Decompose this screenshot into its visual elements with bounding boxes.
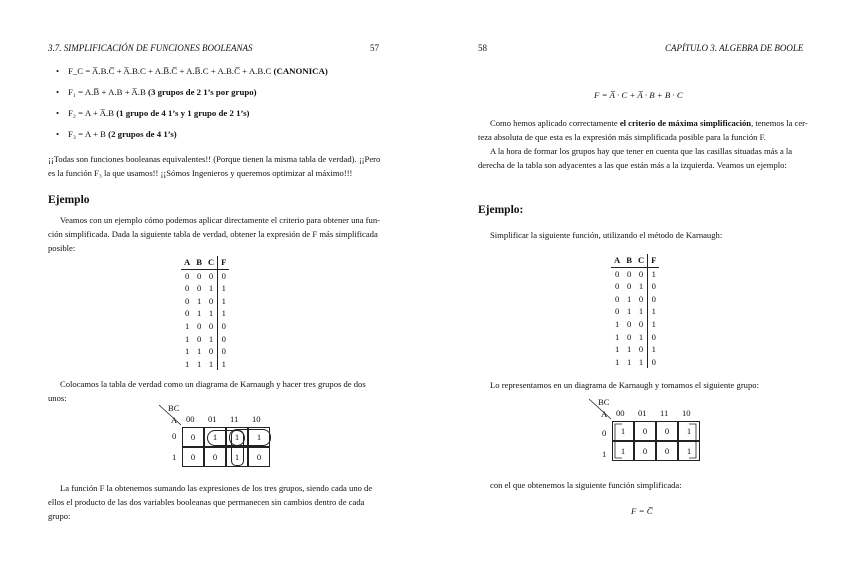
kmap-cell: 0 bbox=[204, 447, 226, 467]
table-row bbox=[181, 345, 229, 358]
table-cell: 1 bbox=[648, 267, 660, 280]
kmap-cell: 1 bbox=[612, 421, 634, 441]
table-cell: 1 bbox=[196, 308, 202, 319]
kmap-cell: 0 bbox=[248, 447, 270, 467]
table-header-cell: C bbox=[205, 256, 218, 269]
table-cell: 0 bbox=[184, 295, 190, 306]
table-cell: 1 bbox=[184, 320, 190, 331]
table-cell: 1 bbox=[638, 281, 644, 292]
kmap-corner-top: BC bbox=[168, 403, 180, 413]
table-cell: 0 bbox=[218, 269, 230, 282]
paragraph-line: teza absoluta de que esta es la expresión más simplificada posible para la función F. bbox=[478, 132, 766, 142]
kmap-corner-left: A bbox=[171, 415, 178, 425]
table-cell: 1 bbox=[626, 306, 632, 317]
kmap-row-label: 1 bbox=[602, 449, 607, 459]
kmap-row-label: 1 bbox=[172, 452, 177, 462]
kmap-cell: 1 bbox=[612, 441, 634, 461]
table-header-row bbox=[611, 254, 659, 267]
kmap-col-label: 00 bbox=[186, 414, 195, 424]
table-header-cell: C bbox=[635, 254, 648, 267]
table-header-cell: B bbox=[193, 256, 205, 269]
table-cell: 0 bbox=[208, 270, 214, 281]
text-span: Como hemos aplicado correctamente bbox=[490, 118, 620, 128]
table-row bbox=[611, 343, 659, 356]
table-cell: 0 bbox=[218, 345, 230, 358]
table-cell: 1 bbox=[208, 308, 214, 319]
table-cell: 1 bbox=[648, 343, 660, 356]
kmap-cell: 1 bbox=[248, 427, 270, 447]
formula-f2-note: (1 grupo de 4 1’s y 1 grupo de 2 1’s) bbox=[116, 108, 250, 118]
table-cell: 1 bbox=[196, 358, 202, 369]
table-row bbox=[611, 267, 659, 280]
table-cell: 1 bbox=[638, 306, 644, 317]
paragraph-line: A la hora de formar los grupos hay que tener en cuenta que las casillas situadas más a la bbox=[490, 146, 793, 156]
table-cell: 0 bbox=[184, 270, 190, 281]
table-row bbox=[611, 331, 659, 344]
table-cell: 1 bbox=[208, 358, 214, 369]
kmap-cell: 0 bbox=[656, 421, 678, 441]
paragraph-line: unos: bbox=[48, 393, 67, 403]
table-cell: 1 bbox=[648, 305, 660, 318]
formula-f1: F₁ = A.B̅ + A.B + A̅.B bbox=[68, 87, 146, 97]
table-cell: 0 bbox=[208, 295, 214, 306]
formula-f1-note: (3 grupos de 2 1’s por grupo) bbox=[148, 87, 257, 97]
table-cell: 0 bbox=[196, 333, 202, 344]
table-row bbox=[181, 282, 229, 295]
kmap-cell: 1 bbox=[678, 441, 700, 461]
formula-f2: F₂ = A + A̅.B bbox=[68, 108, 114, 118]
paragraph-line: Colocamos la tabla de verdad como un diagrama de Karnaugh y hacer tres grupos de dos bbox=[60, 379, 366, 389]
paragraph-line: ción simplificada. Dada la siguiente tabla de verdad, obtener la expresión de F más simplificada bbox=[48, 229, 378, 239]
paragraph-line: Lo representamos en un diagrama de Karnaugh y tomamos el siguiente grupo: bbox=[490, 380, 759, 390]
paragraph-line: posible: bbox=[48, 243, 76, 253]
paragraph-line: La función F la obtenemos sumando las expresiones de los tres grupos, siendo cada uno de bbox=[60, 483, 373, 493]
table-cell: 0 bbox=[208, 320, 214, 331]
table-row bbox=[611, 318, 659, 331]
formula-fc-note: (CANONICA) bbox=[273, 66, 328, 76]
table-header-row bbox=[181, 256, 229, 269]
kmap-col-label: 01 bbox=[638, 408, 647, 418]
table-header-cell: F bbox=[218, 256, 230, 269]
table-cell: 1 bbox=[614, 318, 620, 329]
table-cell: 0 bbox=[218, 333, 230, 346]
kmap-col-label: 11 bbox=[660, 408, 669, 418]
bullet-fc bbox=[68, 66, 328, 77]
bullet-f2 bbox=[68, 108, 249, 119]
table-cell: 1 bbox=[184, 346, 190, 357]
table-cell: 0 bbox=[184, 283, 190, 294]
kmap-corner-left: A bbox=[601, 409, 608, 419]
kmap-col-label: 10 bbox=[682, 408, 691, 418]
table-row bbox=[181, 358, 229, 371]
kmap-col-label: 11 bbox=[230, 414, 239, 424]
kmap-group-bracket bbox=[586, 397, 706, 463]
truth-table bbox=[181, 256, 229, 370]
table-cell: 1 bbox=[626, 356, 632, 367]
table-cell: 0 bbox=[614, 306, 620, 317]
table-cell: 1 bbox=[614, 344, 620, 355]
table-cell: 0 bbox=[648, 356, 660, 369]
kmap-cell: 0 bbox=[656, 441, 678, 461]
table-cell: 0 bbox=[614, 281, 620, 292]
table-cell: 0 bbox=[196, 270, 202, 281]
paragraph-line: es la función F₃ la que usamos!! ¡¡Sómos Ingenieros y queremos optimizar al máximo!!! bbox=[48, 168, 353, 178]
table-cell: 1 bbox=[626, 344, 632, 355]
table-cell: 1 bbox=[218, 282, 230, 295]
karnaugh-map bbox=[156, 403, 276, 469]
table-cell: 0 bbox=[648, 280, 660, 293]
kmap-row-label: 0 bbox=[172, 431, 177, 441]
table-row bbox=[181, 295, 229, 308]
kmap-col-label: 01 bbox=[208, 414, 217, 424]
table-cell: 1 bbox=[614, 356, 620, 367]
table-cell: 0 bbox=[626, 331, 632, 342]
page-header: 3.7. SIMPLIFICACIÓN DE FUNCIONES BOOLEANAS bbox=[48, 43, 253, 53]
table-cell: 0 bbox=[626, 268, 632, 279]
kmap-cell: 0 bbox=[634, 421, 656, 441]
kmap-row-label: 0 bbox=[602, 428, 607, 438]
bullet-f3 bbox=[68, 129, 177, 140]
page-header: CAPÍTULO 3. ALGEBRA DE BOOLE bbox=[665, 43, 804, 53]
kmap-cell: 1 bbox=[204, 427, 226, 447]
table-cell: 0 bbox=[638, 318, 644, 329]
table-cell: 1 bbox=[648, 318, 660, 331]
table-header-cell: A bbox=[181, 256, 193, 269]
table-cell: 0 bbox=[638, 344, 644, 355]
paragraph-line: ¡¡Todas son funciones booleanas equivalentes!! (Porque tienen la misma tabla de verdad). ¡¡Pero bbox=[48, 154, 381, 164]
kmap-cell: 0 bbox=[182, 447, 204, 467]
table-cell: 0 bbox=[218, 320, 230, 333]
table-cell: 1 bbox=[196, 295, 202, 306]
formula-f3-note: (2 grupos de 4 1’s) bbox=[108, 129, 177, 139]
table-cell: 0 bbox=[196, 283, 202, 294]
table-cell: 1 bbox=[184, 333, 190, 344]
table-cell: 1 bbox=[218, 295, 230, 308]
truth-table bbox=[611, 254, 659, 368]
text-span: , tenemos la cer- bbox=[751, 118, 808, 128]
paragraph-line: Veamos con un ejemplo cómo podemos aplicar directamente el criterio para obtener una fun- bbox=[60, 215, 380, 225]
table-cell: 0 bbox=[626, 318, 632, 329]
table-cell: 0 bbox=[638, 293, 644, 304]
bold-text: el criterio de máxima simplificación bbox=[619, 118, 752, 128]
table-row bbox=[611, 356, 659, 369]
paragraph-line: con el que obtenemos la siguiente función simplificada: bbox=[490, 480, 682, 490]
paragraph-line: grupo: bbox=[48, 511, 71, 521]
table-header-cell: A bbox=[611, 254, 623, 267]
kmap-cell: 0 bbox=[182, 427, 204, 447]
kmap-cell: 1 bbox=[226, 427, 248, 447]
table-cell: 0 bbox=[208, 346, 214, 357]
kmap-cell: 0 bbox=[634, 441, 656, 461]
kmap-cell: 1 bbox=[226, 447, 248, 467]
table-cell: 1 bbox=[626, 293, 632, 304]
paragraph-line: Simplificar la siguiente función, utilizando el método de Karnaugh: bbox=[490, 230, 723, 240]
table-cell: 0 bbox=[184, 308, 190, 319]
formula-f3: F₃ = A + B bbox=[68, 129, 106, 139]
formula-final: F = C̅ bbox=[631, 506, 653, 516]
table-cell: 1 bbox=[218, 358, 230, 371]
table-header-cell: F bbox=[648, 254, 660, 267]
table-row bbox=[181, 333, 229, 346]
table-header-cell: B bbox=[623, 254, 635, 267]
paragraph-line: ellos el producto de las dos variables booleanas que permanecen sin cambios dentro de cada bbox=[48, 497, 365, 507]
table-cell: 1 bbox=[208, 333, 214, 344]
kmap-col-label: 00 bbox=[616, 408, 625, 418]
right-page bbox=[424, 0, 848, 564]
table-row bbox=[181, 307, 229, 320]
kmap-group-oval bbox=[231, 430, 244, 466]
table-cell: 0 bbox=[626, 281, 632, 292]
formula-fc: F_C = A̅.B.C̅ + A̅.B.C + A.B̅.C̅ + A.B̅.C + A.B.C̅ + A.B.C bbox=[68, 66, 272, 76]
karnaugh-map bbox=[586, 397, 706, 463]
kmap-corner-top: BC bbox=[598, 397, 610, 407]
table-row bbox=[181, 269, 229, 282]
table-cell: 0 bbox=[196, 320, 202, 331]
table-cell: 0 bbox=[648, 331, 660, 344]
table-cell: 1 bbox=[638, 331, 644, 342]
page-number: 58 bbox=[478, 43, 487, 53]
bullet-f1 bbox=[68, 87, 257, 98]
table-cell: 0 bbox=[614, 268, 620, 279]
table-cell: 0 bbox=[648, 293, 660, 306]
table-row bbox=[181, 320, 229, 333]
table-cell: 1 bbox=[638, 356, 644, 367]
table-row bbox=[611, 293, 659, 306]
table-cell: 1 bbox=[218, 307, 230, 320]
paragraph-line bbox=[490, 116, 808, 131]
formula-result: F = A̅ · C + A̅ · B + B · C bbox=[594, 90, 683, 100]
table-cell: 1 bbox=[196, 346, 202, 357]
kmap-cell: 1 bbox=[678, 421, 700, 441]
table-cell: 1 bbox=[208, 283, 214, 294]
table-cell: 1 bbox=[184, 358, 190, 369]
paragraph-line: derecha de la tabla son adyacentes a las que están más a la izquierda. Veamos un ejemplo: bbox=[478, 160, 787, 170]
section-heading: Ejemplo bbox=[48, 194, 90, 206]
section-heading: Ejemplo: bbox=[478, 204, 524, 216]
kmap-col-label: 10 bbox=[252, 414, 261, 424]
page-number: 57 bbox=[370, 43, 379, 53]
table-cell: 0 bbox=[614, 293, 620, 304]
table-cell: 0 bbox=[638, 268, 644, 279]
table-cell: 1 bbox=[614, 331, 620, 342]
table-row bbox=[611, 305, 659, 318]
table-row bbox=[611, 280, 659, 293]
